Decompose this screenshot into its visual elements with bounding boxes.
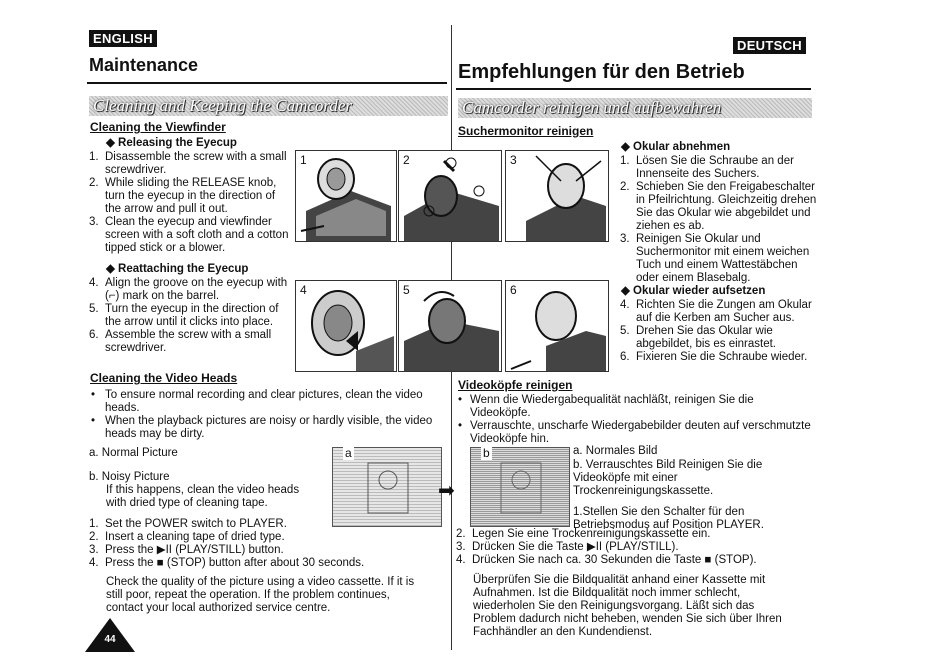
list-item <box>620 299 820 325</box>
step-number: 1. <box>89 151 99 163</box>
heads-steps-deutsch <box>456 528 796 567</box>
list-item <box>620 325 820 351</box>
list-item <box>89 216 294 255</box>
list-item <box>456 528 796 541</box>
reattaching-heading-text: Okular wieder aufsetzen <box>633 285 766 297</box>
picture-b-note-english: If this happens, clean the video heads with dried type of cleaning tape. <box>106 484 300 509</box>
eyecup-release-illustration <box>399 151 501 241</box>
step-text: Insert a cleaning tape of dried type. <box>105 531 285 543</box>
releasing-steps-deutsch <box>620 155 820 285</box>
step-text: While sliding the RELEASE knob, turn the eyecup in the direction of the arrow and pull it out. <box>105 177 277 215</box>
figure-number: 6 <box>510 283 517 297</box>
step-number: 4. <box>89 557 99 569</box>
bullet-item: • Wenn die Wiedergabequalität nachläßt, reinigen Sie die Videoköpfe. <box>458 394 754 419</box>
list-item <box>89 151 294 177</box>
bullet-item: • Verrauschte, unscharfe Wiedergabebilder deuten auf verschmutzte Videoköpfe hin. <box>458 420 811 445</box>
list-item <box>89 303 289 329</box>
bullet-text: Wenn die Wiedergabequalität nachläßt, reinigen Sie die Videoköpfe. <box>470 394 754 419</box>
heads-heading-english: Cleaning the Video Heads <box>90 371 238 385</box>
figure-number: 2 <box>403 153 410 167</box>
step-number: 5. <box>89 303 99 315</box>
step-text: Turn the eyecup in the direction of the arrow until it clicks into place. <box>105 303 279 328</box>
step-number: 6. <box>620 351 630 363</box>
step-text: Stellen Sie den Schalter für den Betriebsmodus auf Position PLAYER. <box>573 506 764 531</box>
viewfinder-heading-english: Cleaning the Viewfinder <box>90 120 226 134</box>
reattaching-steps-english <box>89 277 289 355</box>
list-item <box>89 277 289 303</box>
bullet-item: • When the playback pictures are noisy or hardly visible, the video heads may be dirty. <box>91 415 433 440</box>
reattaching-heading-deutsch: ◆ Okular wieder aufsetzen <box>621 285 766 297</box>
reattaching-steps-deutsch <box>620 299 820 364</box>
step-number: 5. <box>620 325 630 337</box>
reattaching-heading-text: Reattaching the Eyecup <box>118 263 249 275</box>
figure-step-1 <box>295 150 397 242</box>
step-text: Drücken Sie nach ca. 30 Sekunden die Taste ■ (STOP). <box>472 554 757 566</box>
step-number: 1. <box>620 155 630 167</box>
releasing-steps-english <box>89 151 294 255</box>
list-item <box>89 531 429 544</box>
list-item <box>89 557 429 570</box>
viewfinder-clean-illustration <box>506 151 608 241</box>
figure-step-2 <box>398 150 502 242</box>
eyecup-screw-illustration <box>296 151 396 241</box>
releasing-heading-text: Okular abnehmen <box>633 141 731 153</box>
figure-step-6 <box>505 280 609 372</box>
figure-number: 1 <box>300 153 307 167</box>
section-banner-deutsch: Camcorder reinigen und aufbewahren <box>458 98 812 118</box>
step-text: Drücken Sie die Taste ▶II (PLAY/STILL). <box>472 541 679 553</box>
eyecup-align-illustration <box>296 281 396 371</box>
step-text: Drehen Sie das Okular wie abgebildet, bis es einrastet. <box>636 325 777 350</box>
step-number: 2. <box>620 181 630 193</box>
figure-step-5 <box>398 280 502 372</box>
figure-number: 5 <box>403 283 410 297</box>
language-tag-english: ENGLISH <box>89 30 157 47</box>
figure-number: 4 <box>300 283 307 297</box>
viewfinder-heading-deutsch: Suchermonitor reinigen <box>458 124 594 138</box>
step-text: Clean the eyecup and viewfinder screen with a soft cloth and a cotton tipped stick or a blower. <box>105 216 289 254</box>
title-rule-left <box>87 82 447 84</box>
page-number: 44 <box>104 634 116 645</box>
page-title-deutsch: Empfehlungen für den Betrieb <box>458 61 745 83</box>
list-item <box>620 155 820 181</box>
bullet-text: When the playback pictures are noisy or hardly visible, the video heads may be dirty. <box>105 415 433 440</box>
figure-step-3 <box>505 150 609 242</box>
step-text: Schieben Sie den Freigabeschalter in Pfeilrichtung. Gleichzeitig drehen Sie das Okular wie abgebildet und ziehen es ab. <box>636 181 817 232</box>
picture-a-label-english: a. Normal Picture <box>89 447 178 459</box>
eyecup-turn-illustration <box>399 281 501 371</box>
step-text: Reinigen Sie Okular und Suchermonitor mit einem weichen Tuch und einem Wattestäbchen oder einem Blasebalg. <box>636 233 810 284</box>
list-item <box>620 233 820 285</box>
step-text: Fixieren Sie die Schraube wieder. <box>636 351 808 363</box>
picture-a-label-deutsch: a. Normales Bild <box>573 445 658 457</box>
screw-assemble-illustration <box>506 281 608 371</box>
step-number: 3. <box>89 544 99 556</box>
reattaching-heading-english: ◆ Reattaching the Eyecup <box>106 263 249 275</box>
right-arrow-icon: ➡ <box>438 480 455 502</box>
list-item <box>456 541 796 554</box>
heads-heading-deutsch: Videoköpfe reinigen <box>458 378 573 392</box>
step-number: 3. <box>620 233 630 245</box>
step-number: 4. <box>89 277 99 289</box>
list-item <box>89 329 289 355</box>
list-item <box>89 177 294 216</box>
figure-step-4 <box>295 280 397 372</box>
list-item <box>456 554 796 567</box>
step-text: Align the groove on the eyecup with (⌐) mark on the barrel. <box>105 277 288 302</box>
tv-label-a: a <box>345 446 352 460</box>
page-title-english: Maintenance <box>89 55 199 75</box>
step-text: Set the POWER switch to PLAYER. <box>105 518 287 530</box>
bullet-text: To ensure normal recording and clear pictures, clean the video heads. <box>105 389 423 414</box>
step-number: 3. <box>89 216 99 228</box>
releasing-heading-deutsch: ◆ Okular abnehmen <box>621 141 731 153</box>
step-text: Assemble the screw with a small screwdriver. <box>105 329 272 354</box>
list-item <box>89 544 429 557</box>
bullet-text: Verrauschte, unscharfe Wiedergabebilder deuten auf verschmutzte Videoköpfe hin. <box>470 420 811 445</box>
tv-label-b: b <box>483 446 490 460</box>
step-number: 4. <box>456 554 466 566</box>
step-number: 2. <box>456 528 466 540</box>
step-text: Disassemble the screw with a small screwdriver. <box>105 151 287 176</box>
closing-text-english: Check the quality of the picture using a video cassette. If it is still poor, repeat the operation. If the problem continues, contact your local authorized service centre. <box>106 576 415 614</box>
closing-text-deutsch: Überprüfen Sie die Bildqualität anhand einer Kassette mit Aufnahmen. Ist die Bildqualität noch immer schlecht, wiederholen Sie den Reinigungsvorgang. Läßt sich das Problem dadurch nicht beheben, wenden Sie sich über Ihren Fachhändler an den Kundendienst. <box>473 574 782 638</box>
tv-noisy-picture <box>470 447 570 527</box>
bullet-item: • To ensure normal recording and clear pictures, clean the video heads. <box>91 389 423 414</box>
section-banner-english: Cleaning and Keeping the Camcorder <box>89 96 448 116</box>
step-text: Press the ▶II (PLAY/STILL) button. <box>105 544 284 556</box>
tv-normal-picture <box>332 447 442 527</box>
step-number: 2. <box>89 531 99 543</box>
step-text: Legen Sie eine Trockenreinigungskassette ein. <box>472 528 711 540</box>
releasing-heading-english: ◆ Releasing the Eyecup <box>106 137 237 149</box>
picture-b-label-english: b. Noisy Picture <box>89 471 170 483</box>
step-number: 3. <box>456 541 466 553</box>
figure-number: 3 <box>510 153 517 167</box>
picture-b-label-deutsch: b. Verrauschtes Bild Reinigen Sie die Videoköpfe mit einer Trockenreinigungskassette. <box>573 459 763 497</box>
language-tag-deutsch: DEUTSCH <box>733 37 806 54</box>
step-number: 1. <box>573 506 583 518</box>
title-rule-right <box>456 88 811 90</box>
list-item <box>620 181 820 233</box>
step-number: 1. <box>89 518 99 530</box>
heads-bullets-deutsch <box>456 394 811 446</box>
step-number: 4. <box>620 299 630 311</box>
releasing-heading-text: Releasing the Eyecup <box>118 137 237 149</box>
step-text: Press the ■ (STOP) button after about 30 seconds. <box>105 557 365 569</box>
step-number: 6. <box>89 329 99 341</box>
heads-bullets-english <box>89 389 444 441</box>
step-number: 2. <box>89 177 99 189</box>
list-item <box>620 351 820 364</box>
page-number-badge <box>85 618 135 652</box>
step-text: Lösen Sie die Schraube an der Innenseite des Suchers. <box>636 155 794 180</box>
step-text: Richten Sie die Zungen am Okular auf die Kerben am Sucher aus. <box>636 299 812 324</box>
